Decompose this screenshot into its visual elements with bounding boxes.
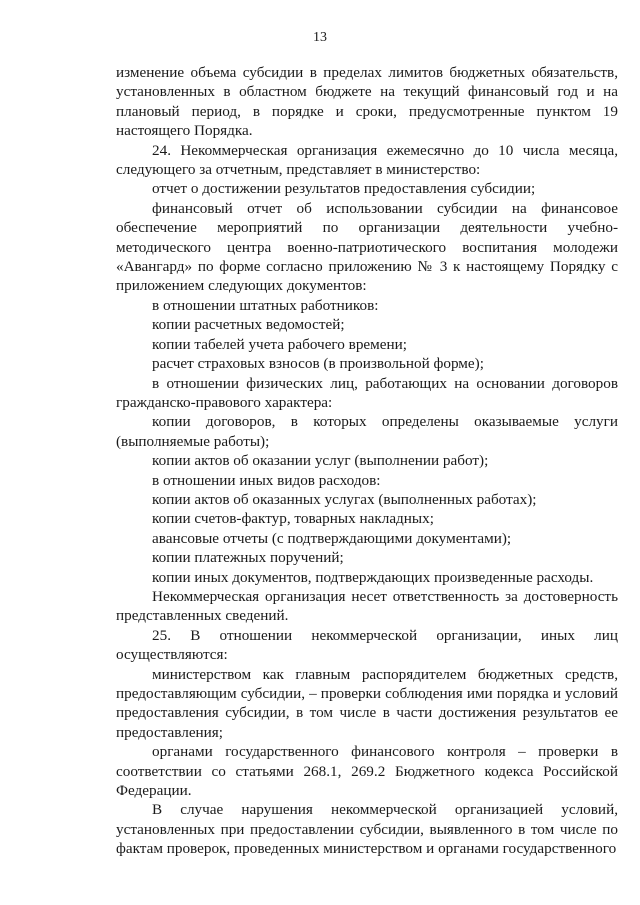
page-number: 13 [313, 30, 327, 45]
list-item-timesheets: копии табелей учета рабочего времени; [152, 335, 408, 353]
paragraph-staff-heading: в отношении штатных работников: [152, 296, 379, 314]
paragraph-individuals-heading: в отношении физических лиц, работающих на основании договоров гражданско-правового характера: [116, 374, 618, 411]
paragraph-state-control-checks: органами государственного финансового контроля – проверки в соответствии со статьями 268.1, 269.2 Бюджетного кодекса Российской Федерации. [116, 743, 618, 800]
list-item-payroll: копии расчетных ведомостей; [152, 316, 345, 334]
paragraph-results-report: отчет о достижении результатов предоставления субсидии; [152, 180, 536, 198]
paragraph-clause-25: 25. В отношении некоммерческой организации, иных лиц осуществляются: [116, 626, 618, 664]
document-body [116, 63, 618, 859]
list-item-contracts: копии договоров, в которых определены оказываемые услуги (выполняемые работы); [116, 413, 618, 450]
list-item-invoices: копии счетов-фактур, товарных накладных; [152, 510, 434, 528]
paragraph-other-expenses-heading: в отношении иных видов расходов: [152, 471, 381, 489]
list-item-rendered-service-acts: копии актов об оказанных услугах (выполненных работах); [152, 490, 537, 508]
list-item-payment-orders: копии платежных поручений; [152, 549, 344, 567]
paragraph-ministry-checks: министерством как главным распорядителем бюджетных средств, предоставляющим субсидии, – проверки соблюдения ими порядка и условий предоставления субсидии, в том числе в части достижения результатов ее предоставления; [116, 665, 618, 741]
list-item-other-documents: копии иных документов, подтверждающих произведенные расходы. [152, 568, 594, 586]
paragraph-financial-report: финансовый отчет об использовании субсидии на финансовое обеспечение мероприятий по организации деятельности учебно-методического центра военно-патриотического воспитания молодежи «Авангард» по форме согласно приложению № 3 к настоящему Порядку с приложением следующих документов: [116, 199, 618, 295]
paragraph-clause-24: 24. Некоммерческая организация ежемесячно до 10 числа месяца, следующего за отчетным, представляет в министерство: [116, 141, 618, 179]
paragraph-responsibility: Некоммерческая организация несет ответственность за достоверность представленных сведений. [116, 587, 618, 625]
list-item-advance-reports: авансовые отчеты (с подтверждающими документами); [152, 529, 512, 547]
paragraph-continuation: изменение объема субсидии в пределах лимитов бюджетных обязательств, установленных в областном бюджете на текущий финансовый год и на плановый период, в порядке и сроки, предусмотренные пунктом 19 настоящего Порядка. [116, 64, 618, 140]
paragraph-violation: В случае нарушения некоммерческой организацией условий, установленных при предоставлении субсидии, выявленного в том числе по фактам проверок, проведенных министерством и органами государственного [116, 801, 618, 858]
list-item-insurance: расчет страховых взносов (в произвольной форме); [152, 355, 484, 373]
list-item-service-acts: копии актов об оказании услуг (выполнении работ); [152, 452, 489, 470]
